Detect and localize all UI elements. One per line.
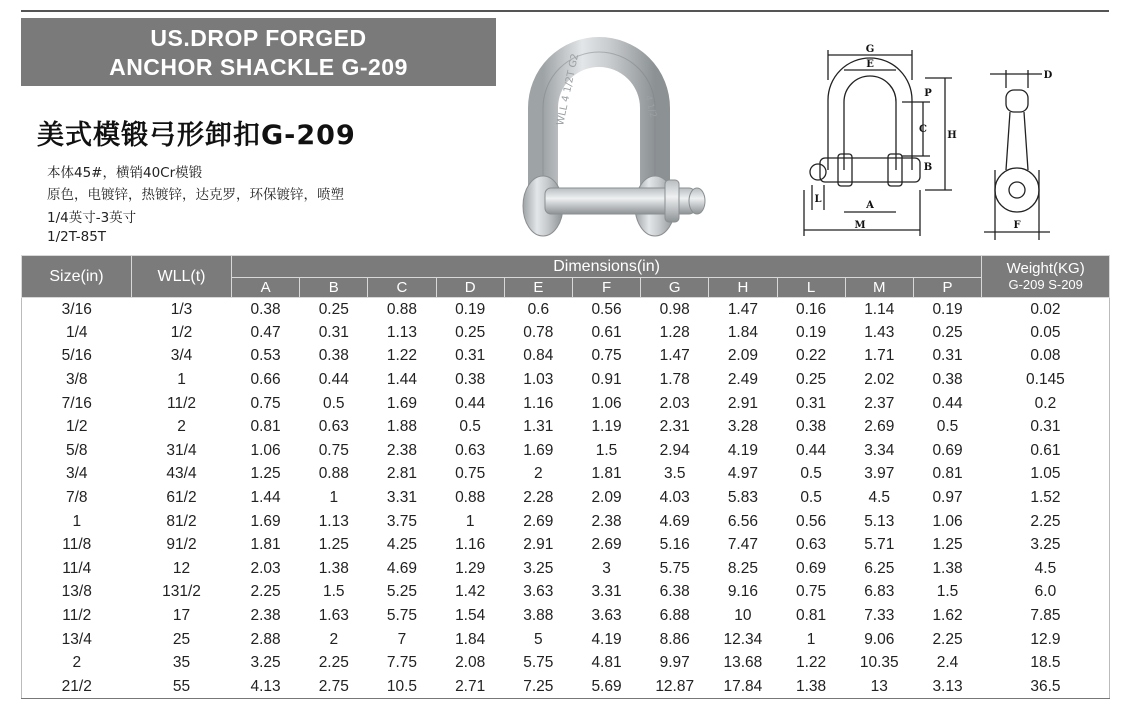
table-cell: 2.69	[591, 536, 622, 554]
table-cell: 2.38	[250, 607, 281, 625]
table-cell: 13	[845, 675, 913, 699]
table-cell: 0.31	[982, 415, 1110, 439]
table-cell: 1.44	[386, 371, 418, 389]
table-cell: 7.47	[727, 536, 758, 554]
table-cell: 13.68	[723, 654, 763, 672]
table-cell: 1.22	[796, 654, 827, 672]
table-cell: 1.25	[250, 465, 281, 483]
table-cell: 2.37	[864, 394, 895, 412]
table-cell: 10.5	[368, 675, 436, 699]
col-header-dim-l: L	[777, 278, 845, 298]
shackle-pin-marking: 4 1/2	[642, 94, 658, 120]
col-header-dim-d: D	[436, 278, 504, 298]
table-cell: 0.88	[318, 465, 349, 483]
table-cell: 5/16	[22, 345, 132, 369]
table-cell: 1	[177, 371, 186, 389]
table-cell: 1.52	[982, 486, 1110, 510]
table-cell: 1.69	[386, 394, 418, 412]
top-rule	[21, 10, 1109, 12]
dim-label-d: D	[1043, 70, 1053, 81]
table-cell: 5.75	[659, 559, 690, 577]
table-cell: 2.38	[386, 441, 418, 459]
table-cell: 6.56	[727, 512, 758, 530]
table-cell: 0.75	[591, 347, 622, 365]
table-cell: 0.25	[796, 371, 827, 389]
table-row	[22, 439, 1110, 463]
table-cell: 5.75	[386, 607, 418, 625]
table-row	[22, 510, 1110, 534]
table-cell: 4.97	[727, 465, 758, 483]
table-cell: 1.38	[777, 675, 845, 699]
dimensions-table	[21, 255, 1110, 699]
table-cell: 0.145	[982, 368, 1110, 392]
table-cell: 0.25	[455, 323, 486, 341]
table-cell: 0.81	[932, 465, 963, 483]
title-line-2: ANCHOR SHACKLE G-209	[109, 54, 408, 80]
dim-label-m: M	[854, 220, 866, 231]
table-cell: 0.63	[455, 441, 486, 459]
weight-model-label: G-209 S-209	[1008, 277, 1083, 292]
table-cell: 2.88	[250, 630, 281, 648]
table-cell: 2.91	[523, 536, 554, 554]
table-cell: 1/2	[170, 323, 193, 341]
spec-material: 本体45#，横销40Cr模锻	[47, 165, 203, 181]
col-header-dim-c: C	[368, 278, 436, 298]
table-cell: 0.08	[982, 345, 1110, 369]
col-header-dim-f: F	[572, 278, 640, 298]
table-cell: 1.54	[455, 607, 486, 625]
col-header-wll: WLL(t)	[132, 256, 232, 298]
table-cell: 6.83	[864, 583, 895, 601]
table-cell: 6.88	[659, 607, 690, 625]
table-row	[22, 628, 1110, 652]
table-cell: 0.44	[932, 394, 963, 412]
table-cell: 0.19	[932, 300, 963, 318]
table-cell: 11/4	[22, 557, 132, 581]
table-cell: 5.69	[572, 675, 640, 699]
table-cell: 0.19	[796, 323, 827, 341]
table-cell: 0.31	[318, 323, 349, 341]
table-cell: 2.09	[591, 489, 622, 507]
table-cell: 5.16	[659, 536, 690, 554]
table-cell: 1/4	[22, 321, 132, 345]
table-cell: 3.25	[250, 654, 281, 672]
table-cell: 0.98	[659, 300, 690, 318]
table-cell: 61/2	[166, 489, 197, 507]
table-cell: 3.31	[386, 489, 418, 507]
table-cell: 4.19	[591, 630, 622, 648]
table-cell: 5.75	[523, 654, 554, 672]
table-cell: 5.83	[727, 489, 758, 507]
table-cell: 6.25	[864, 559, 895, 577]
table-cell: 1.13	[318, 512, 349, 530]
table-cell: 2.4	[936, 654, 959, 672]
table-cell: 2.81	[386, 465, 418, 483]
dim-label-g: G	[865, 44, 875, 55]
table-cell: 1	[465, 512, 475, 530]
table-cell: 0.31	[455, 347, 486, 365]
table-cell: 12.34	[723, 630, 763, 648]
table-cell: 2.31	[659, 418, 690, 436]
table-cell: 2.28	[523, 489, 554, 507]
col-header-dim-p: P	[913, 278, 981, 298]
col-header-dim-e: E	[504, 278, 572, 298]
table-cell: 3/8	[22, 368, 132, 392]
table-cell: 1.88	[386, 418, 418, 436]
table-cell: 0.63	[796, 536, 827, 554]
table-cell: 11/2	[166, 394, 197, 412]
table-cell: 17.84	[709, 675, 777, 699]
shackle-photo	[515, 28, 715, 248]
table-cell: 2.08	[455, 654, 486, 672]
table-cell: 1.05	[982, 463, 1110, 487]
table-cell: 2.38	[591, 512, 622, 530]
col-header-dim-m: M	[845, 278, 913, 298]
table-cell: 0.75	[455, 465, 486, 483]
table-cell: 3.88	[523, 607, 554, 625]
table-cell: 4.19	[727, 441, 758, 459]
dim-label-p: P	[924, 88, 932, 99]
table-cell: 2.71	[436, 675, 504, 699]
dim-label-e: E	[866, 59, 874, 70]
table-cell: 1.5	[323, 583, 345, 601]
table-cell: 1.42	[455, 583, 486, 601]
table-cell: 5.71	[864, 536, 895, 554]
table-cell: 0.63	[318, 418, 349, 436]
table-cell: 2.25	[982, 510, 1110, 534]
table-cell: 0.91	[591, 371, 622, 389]
table-cell: 13/4	[22, 628, 132, 652]
table-cell: 7/8	[22, 486, 132, 510]
table-cell: 2.25	[318, 654, 349, 672]
table-cell: 3/4	[22, 463, 132, 487]
table-cell: 4.25	[386, 536, 418, 554]
table-cell: 7/16	[22, 392, 132, 416]
table-cell: 1.71	[864, 347, 895, 365]
table-cell: 0.88	[455, 489, 486, 507]
table-cell: 2.69	[864, 418, 895, 436]
table-cell: 0.75	[250, 394, 281, 412]
table-cell: 1.06	[591, 394, 622, 412]
dim-label-h: H	[947, 130, 957, 141]
table-cell: 1	[22, 510, 132, 534]
table-cell: 1.47	[727, 300, 758, 318]
table-cell: 1.43	[864, 323, 895, 341]
table-cell: 0.38	[796, 418, 827, 436]
table-cell: 0.38	[250, 300, 281, 318]
table-cell: 12.87	[641, 675, 709, 699]
table-cell: 0.05	[982, 321, 1110, 345]
dim-label-l: L	[814, 194, 822, 205]
table-cell: 2.25	[932, 630, 963, 648]
table-cell: 1.28	[659, 323, 690, 341]
col-header-size: Size(in)	[22, 256, 132, 298]
table-cell: 3.34	[864, 441, 895, 459]
table-cell: 1.5	[595, 441, 618, 459]
table-cell: 31/4	[166, 441, 197, 459]
table-cell: 0.2	[982, 392, 1110, 416]
table-cell: 0.97	[932, 489, 963, 507]
table-cell: 8.25	[727, 559, 758, 577]
table-cell: 2.03	[250, 559, 281, 577]
table-cell: 7.75	[386, 654, 418, 672]
table-cell: 1.78	[659, 371, 690, 389]
table-row	[22, 557, 1110, 581]
table-cell: 8.86	[659, 630, 690, 648]
table-cell: 3.63	[523, 583, 554, 601]
table-cell: 12.9	[982, 628, 1110, 652]
table-cell: 0.31	[932, 347, 963, 365]
table-cell: 1.19	[591, 418, 622, 436]
spec-load-range: 1/2T-85T	[47, 229, 107, 245]
table-cell: 3.25	[523, 559, 554, 577]
table-cell: 3.13	[913, 675, 981, 699]
table-cell: 0.81	[250, 418, 281, 436]
table-cell: 0.31	[796, 394, 827, 412]
table-cell: 3/16	[22, 298, 132, 322]
table-cell: 0.5	[800, 489, 822, 507]
table-cell: 1.29	[455, 559, 486, 577]
table-cell: 0.84	[523, 347, 554, 365]
table-cell: 0.69	[796, 559, 827, 577]
table-row	[22, 675, 1110, 699]
table-cell: 18.5	[982, 651, 1110, 675]
table-cell: 1.44	[250, 489, 281, 507]
table-cell: 0.25	[932, 323, 963, 341]
table-cell: 3.75	[386, 512, 418, 530]
table-cell: 0.56	[591, 300, 622, 318]
table-cell: 0.38	[455, 371, 486, 389]
table-row	[22, 392, 1110, 416]
table-cell: 35	[172, 654, 191, 672]
table-cell: 0.16	[796, 300, 827, 318]
table-cell: 1.38	[318, 559, 349, 577]
table-cell: 1.62	[932, 607, 963, 625]
table-cell: 0.6	[527, 300, 550, 318]
table-cell: 2	[177, 418, 186, 436]
table-row	[22, 463, 1110, 487]
table-cell: 1.16	[455, 536, 486, 554]
table-cell: 3.97	[864, 465, 895, 483]
col-header-dim-g: G	[641, 278, 709, 298]
spec-finish: 原色，电镀锌，热镀锌，达克罗，环保镀锌，喷塑	[47, 187, 344, 203]
table-cell: 1.38	[932, 559, 963, 577]
table-row	[22, 345, 1110, 369]
table-row	[22, 415, 1110, 439]
table-cell: 1.47	[659, 347, 690, 365]
table-cell: 2.69	[523, 512, 554, 530]
table-row	[22, 321, 1110, 345]
table-cell: 5/8	[22, 439, 132, 463]
table-cell: 0.5	[323, 394, 345, 412]
col-header-dimensions: Dimensions(in)	[232, 256, 982, 278]
table-cell: 1.81	[250, 536, 281, 554]
table-cell: 1/3	[170, 300, 193, 318]
table-cell: 6.0	[982, 581, 1110, 605]
table-cell: 1.5	[936, 583, 959, 601]
table-cell: 1.31	[523, 418, 554, 436]
table-cell: 3/4	[170, 347, 193, 365]
table-cell: 0.81	[796, 607, 827, 625]
table-cell: 2	[329, 630, 339, 648]
table-cell: 0.88	[386, 300, 418, 318]
table-cell: 1.25	[318, 536, 349, 554]
table-cell: 2.75	[300, 675, 368, 699]
table-cell: 2.25	[250, 583, 281, 601]
table-cell: 1.16	[523, 394, 554, 412]
table-cell: 81/2	[166, 512, 197, 530]
table-cell: 11/2	[22, 604, 132, 628]
table-cell: 1.13	[386, 323, 418, 341]
table-cell: 3.31	[591, 583, 622, 601]
table-cell: 0.25	[318, 300, 349, 318]
table-cell: 0.75	[796, 583, 827, 601]
table-cell: 1	[806, 630, 816, 648]
table-cell: 0.02	[982, 298, 1110, 322]
dim-label-c: C	[919, 124, 927, 135]
table-cell: 11/8	[22, 533, 132, 557]
table-cell: 4.03	[659, 489, 690, 507]
table-cell: 1.69	[250, 512, 281, 530]
table-cell: 0.19	[455, 300, 486, 318]
shackle-body-marking: WLL 4 1/2T G2	[555, 52, 582, 127]
table-cell: 3.28	[727, 418, 758, 436]
table-cell: 0.78	[523, 323, 554, 341]
table-cell: 4.13	[232, 675, 300, 699]
table-cell: 0.22	[796, 347, 827, 365]
table-cell: 1.06	[932, 512, 963, 530]
table-cell: 1.84	[727, 323, 758, 341]
table-cell: 0.5	[800, 465, 822, 483]
weight-unit-label: Weight(KG)	[1006, 260, 1085, 277]
table-cell: 0.5	[459, 418, 481, 436]
table-cell: 0.5	[936, 418, 959, 436]
table-cell: 0.61	[982, 439, 1110, 463]
table-cell: 2.03	[659, 394, 690, 412]
table-cell: 6.38	[659, 583, 690, 601]
table-cell: 1.03	[523, 371, 554, 389]
table-cell: 3.5	[663, 465, 686, 483]
col-header-dim-a: A	[232, 278, 300, 298]
table-cell: 4.5	[982, 557, 1110, 581]
shackle-side-diagram	[790, 40, 970, 245]
table-row	[22, 533, 1110, 557]
table-row	[22, 651, 1110, 675]
table-cell: 9.16	[727, 583, 758, 601]
chinese-title: 美式模锻弓形卸扣G-209	[37, 120, 356, 151]
table-cell: 2	[534, 465, 543, 483]
table-cell: 17	[172, 607, 191, 625]
table-row	[22, 298, 1110, 322]
table-cell: 0.44	[455, 394, 486, 412]
table-cell: 2.49	[727, 371, 758, 389]
table-row	[22, 486, 1110, 510]
col-header-dim-b: B	[300, 278, 368, 298]
table-cell: 0.38	[318, 347, 349, 365]
table-cell: 13/8	[22, 581, 132, 605]
table-cell: 2.91	[727, 394, 758, 412]
table-cell: 5.25	[386, 583, 418, 601]
table-cell: 4.81	[591, 654, 622, 672]
table-cell: 1/2	[22, 415, 132, 439]
table-cell: 1	[329, 489, 339, 507]
table-cell: 7	[397, 630, 407, 648]
table-cell: 9.97	[659, 654, 690, 672]
table-cell: 55	[132, 675, 232, 699]
dim-label-f: F	[1013, 220, 1021, 231]
table-cell: 0.69	[932, 441, 963, 459]
table-cell: 0.44	[318, 371, 349, 389]
table-cell: 0.75	[318, 441, 349, 459]
table-cell: 0.66	[250, 371, 281, 389]
table-cell: 7.85	[982, 604, 1110, 628]
table-row	[22, 368, 1110, 392]
dim-label-a: A	[866, 200, 874, 211]
table-cell: 2.94	[659, 441, 690, 459]
table-cell: 21/2	[22, 675, 132, 699]
table-row	[22, 581, 1110, 605]
table-cell: 2	[22, 651, 132, 675]
table-cell: 1.25	[932, 536, 963, 554]
shackle-end-diagram	[970, 60, 1062, 245]
table-cell: 9.06	[864, 630, 895, 648]
table-cell: 131/2	[162, 583, 201, 601]
table-cell: 36.5	[982, 675, 1110, 699]
table-cell: 7.25	[504, 675, 572, 699]
table-cell: 1.14	[864, 300, 895, 318]
table-cell: 1.81	[591, 465, 622, 483]
table-cell: 3	[602, 559, 611, 577]
col-header-weight	[982, 256, 1110, 298]
table-cell: 5	[534, 630, 543, 648]
col-header-dim-h: H	[709, 278, 777, 298]
dim-label-b: B	[923, 162, 933, 173]
table-cell: 25	[172, 630, 191, 648]
table-cell: 1.06	[250, 441, 281, 459]
table-cell: 3.63	[591, 607, 622, 625]
table-cell: 43/4	[166, 465, 197, 483]
table-cell: 0.47	[250, 323, 281, 341]
table-cell: 7.33	[864, 607, 895, 625]
table-cell: 12	[172, 559, 191, 577]
table-cell: 2.09	[727, 347, 758, 365]
table-cell: 0.53	[250, 347, 281, 365]
table-cell: 2.02	[864, 371, 895, 389]
title-line-1: US.DROP FORGED	[150, 25, 367, 51]
table-cell: 0.44	[796, 441, 827, 459]
table-cell: 4.69	[659, 512, 690, 530]
table-cell: 91/2	[166, 536, 197, 554]
table-cell: 1.69	[523, 441, 554, 459]
table-cell: 10.35	[859, 654, 899, 672]
table-row	[22, 604, 1110, 628]
table-cell: 1.22	[386, 347, 418, 365]
table-cell: 3.25	[982, 533, 1110, 557]
spec-size-range: 1/4英寸-3英寸	[47, 210, 137, 226]
table-cell: 4.5	[868, 489, 891, 507]
table-cell: 0.56	[796, 512, 827, 530]
table-cell: 0.61	[591, 323, 622, 341]
table-cell: 0.38	[932, 371, 963, 389]
table-cell: 1.84	[455, 630, 486, 648]
table-cell: 5.13	[864, 512, 895, 530]
table-cell: 4.69	[386, 559, 418, 577]
table-cell: 1.63	[318, 607, 349, 625]
table-cell: 10	[734, 607, 752, 625]
title-banner	[21, 18, 496, 86]
